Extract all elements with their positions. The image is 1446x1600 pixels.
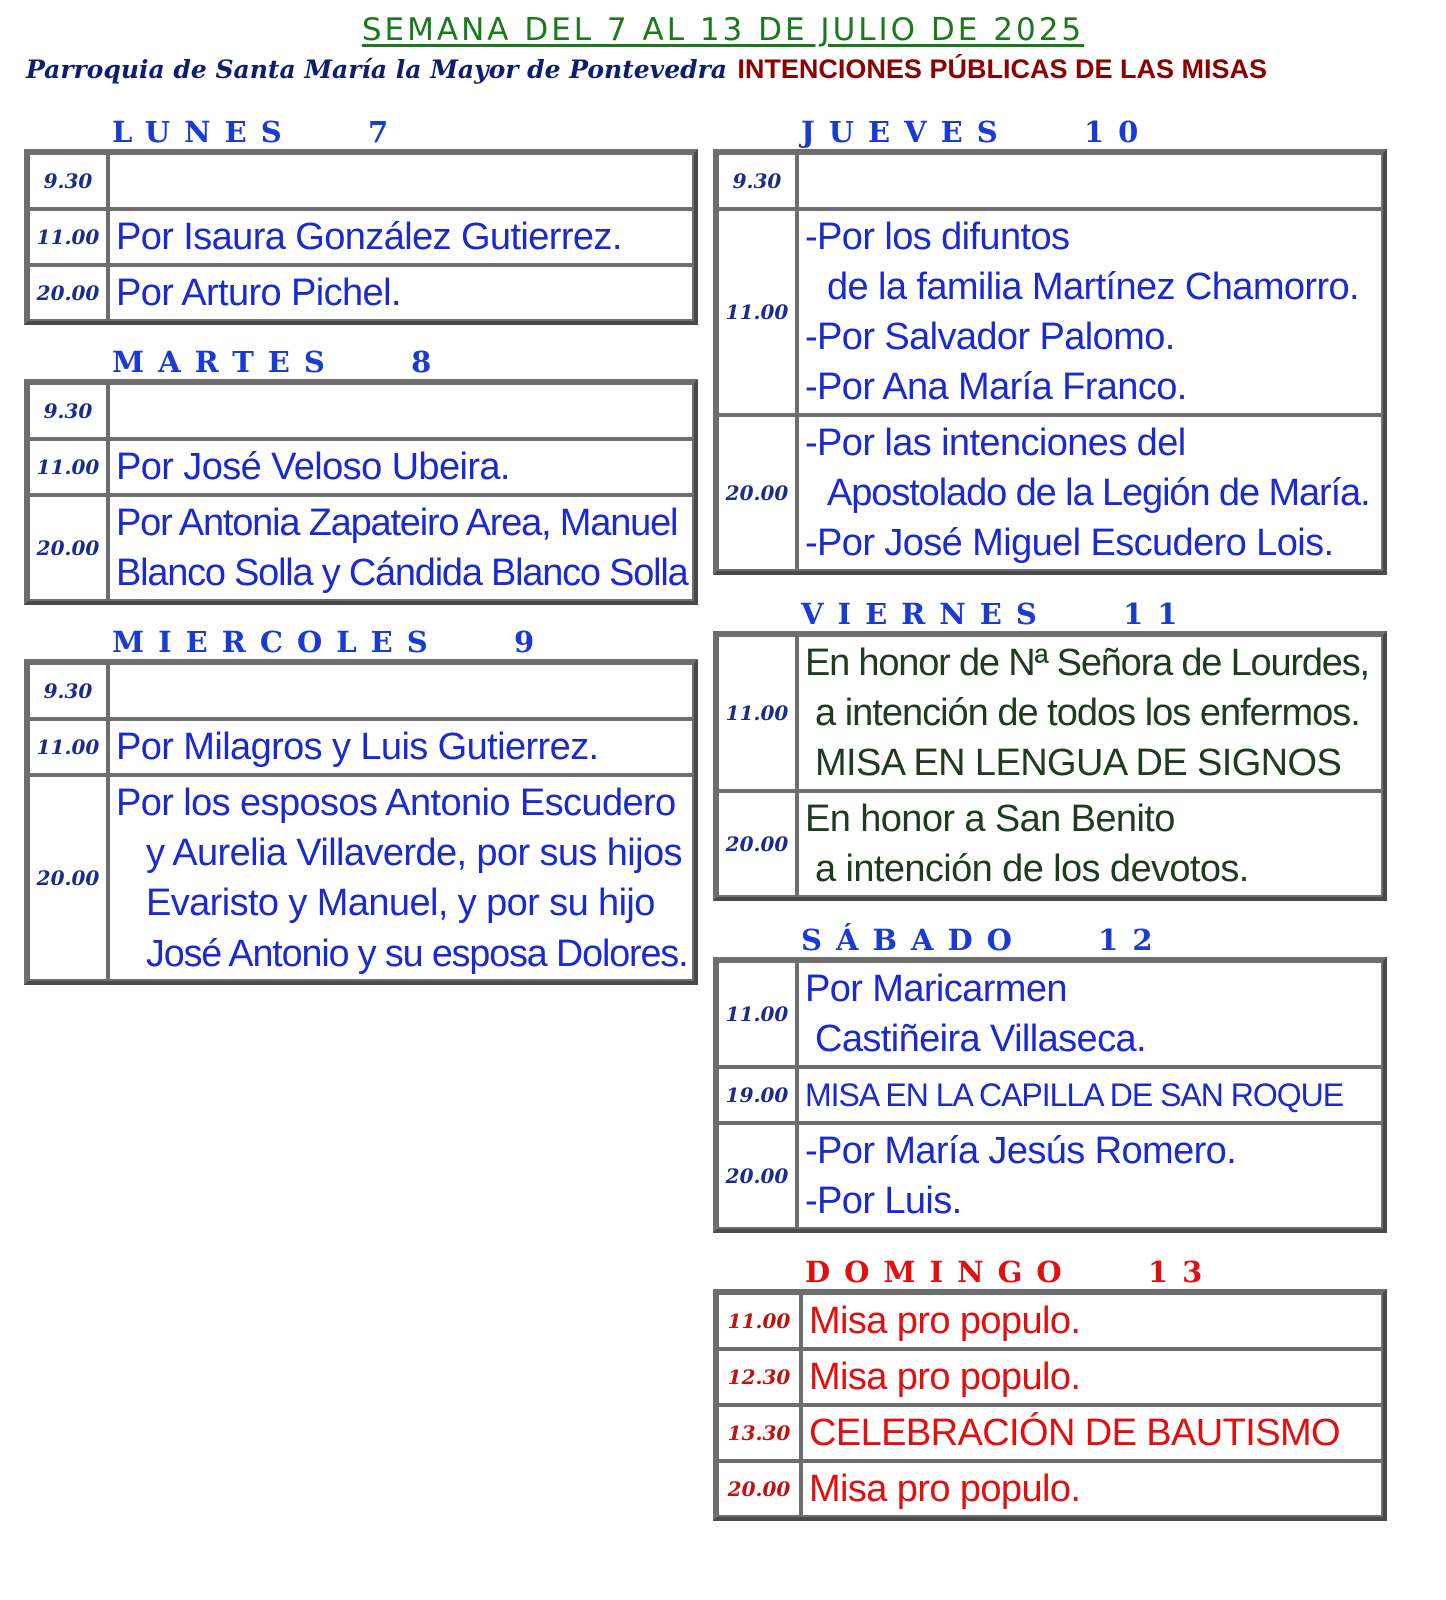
left-column	[24, 115, 698, 985]
mass-row	[28, 439, 694, 495]
intention-line: de la familia Martínez Chamorro.	[827, 266, 1360, 308]
mass-intention	[797, 961, 1383, 1067]
mass-row	[717, 1349, 1383, 1405]
mass-time: 20.00	[28, 265, 108, 321]
intention-line: a intención de todos los enfermos.	[815, 692, 1360, 734]
mass-time: 13.30	[717, 1405, 801, 1461]
intention-line: Apostolado de la Legión de María.	[827, 472, 1370, 514]
schedule-jueves	[713, 149, 1387, 575]
mass-time: 11.00	[717, 635, 797, 791]
schedule-domingo	[713, 1289, 1387, 1521]
schedule-martes	[24, 379, 698, 605]
parish-name: Parroquia de Santa María la Mayor de Pontevedra	[26, 55, 727, 84]
intention-line: a intención de los devotos.	[815, 848, 1249, 890]
intention-line: -Por las intenciones del	[805, 422, 1186, 464]
intention-line: CELEBRACIÓN DE BAUTISMO	[809, 1412, 1340, 1454]
mass-time: 11.00	[717, 961, 797, 1067]
day-label-domingo: DOMINGO 13	[805, 1255, 1217, 1289]
day-label-sabado: SÁBADO 12	[801, 923, 1167, 957]
intention-line: Por Antonia Zapateiro Area, Manuel	[116, 502, 678, 544]
mass-row	[717, 1405, 1383, 1461]
mass-row	[28, 383, 694, 439]
day-label-martes: MARTES 8	[112, 345, 446, 379]
mass-intention	[797, 1067, 1383, 1123]
intention-line: Castiñeira Villaseca.	[815, 1018, 1146, 1060]
schedule-sabado	[713, 957, 1387, 1233]
intention-line: -Por María Jesús Romero.	[805, 1130, 1237, 1172]
mass-time: 20.00	[28, 495, 108, 601]
mass-intention	[108, 775, 694, 981]
mass-time: 12.30	[717, 1349, 801, 1405]
mass-row	[717, 209, 1383, 415]
mass-intention	[797, 415, 1383, 571]
day-label-viernes: VIERNES 11	[801, 597, 1192, 631]
mass-row	[717, 1293, 1383, 1349]
mass-intention	[108, 265, 694, 321]
mass-row	[28, 209, 694, 265]
intention-line: Por los esposos Antonio Escudero	[116, 782, 676, 824]
intention-line: Evaristo y Manuel, y por su hijo	[146, 882, 655, 924]
mass-time: 11.00	[28, 209, 108, 265]
mass-time: 20.00	[717, 1123, 797, 1229]
day-label-jueves: JUEVES 10	[801, 115, 1153, 149]
intention-line: -Por Salvador Palomo.	[805, 316, 1175, 358]
week-title-text: SEMANA DEL 7 AL 13 DE JULIO DE 2025	[361, 12, 1085, 48]
mass-row	[717, 961, 1383, 1067]
mass-time: 9.30	[717, 153, 797, 209]
mass-intention	[108, 153, 694, 209]
mass-time: 20.00	[28, 775, 108, 981]
mass-intention	[801, 1293, 1383, 1349]
intention-line: Misa pro populo.	[809, 1300, 1081, 1342]
day-label-lunes: LUNES 7	[112, 115, 403, 149]
mass-row	[717, 153, 1383, 209]
mass-time: 20.00	[717, 1461, 801, 1517]
mass-row	[717, 1123, 1383, 1229]
mass-row	[717, 415, 1383, 571]
intention-line: -Por Luis.	[805, 1180, 962, 1222]
mass-intention	[797, 209, 1383, 415]
intention-line: Misa pro populo.	[809, 1356, 1081, 1398]
mass-intention	[108, 209, 694, 265]
intention-line: En honor de Nª Señora de Lourdes,	[805, 642, 1369, 684]
mass-intention	[797, 791, 1383, 897]
mass-intention	[797, 1123, 1383, 1229]
mass-intention	[797, 153, 1383, 209]
intention-line: MISA EN LA CAPILLA DE SAN ROQUE	[805, 1077, 1344, 1113]
mass-row	[717, 1067, 1383, 1123]
intention-line: Por Arturo Pichel.	[116, 272, 401, 314]
mass-time: 9.30	[28, 383, 108, 439]
intention-line: MISA EN LENGUA DE SIGNOS	[815, 742, 1342, 784]
mass-time: 19.00	[717, 1067, 797, 1123]
mass-intention	[108, 495, 694, 601]
intention-line: y Aurelia Villaverde, por sus hijos	[146, 832, 682, 874]
mass-intention	[108, 663, 694, 719]
mass-time: 11.00	[28, 719, 108, 775]
mass-intention	[108, 439, 694, 495]
mass-row	[28, 663, 694, 719]
intention-line: José Antonio y su esposa Dolores.	[146, 932, 688, 974]
subtitle-line	[26, 54, 1426, 85]
mass-time: 9.30	[28, 153, 108, 209]
schedule-lunes	[24, 149, 698, 325]
mass-time: 11.00	[717, 1293, 801, 1349]
mass-intention	[108, 383, 694, 439]
intention-line: En honor a San Benito	[805, 798, 1175, 840]
mass-row	[717, 1461, 1383, 1517]
mass-intention	[801, 1349, 1383, 1405]
intention-line: Por Isaura González Gutierrez.	[116, 216, 622, 258]
mass-time: 11.00	[717, 209, 797, 415]
intention-line: Por Maricarmen	[805, 968, 1067, 1010]
day-label-miercoles: MIERCOLES 9	[112, 625, 549, 659]
mass-row	[717, 791, 1383, 897]
intentions-title: INTENCIONES PÚBLICAS DE LAS MISAS	[737, 54, 1267, 84]
right-column	[713, 115, 1387, 1521]
mass-intention	[797, 635, 1383, 791]
intention-line: -Por los difuntos	[805, 216, 1070, 258]
mass-row	[28, 495, 694, 601]
mass-time: 20.00	[717, 415, 797, 571]
mass-time: 9.30	[28, 663, 108, 719]
intention-line: Por Milagros y Luis Gutierrez.	[116, 726, 599, 768]
schedule-miercoles	[24, 659, 698, 985]
week-title	[0, 12, 1446, 48]
mass-row	[28, 153, 694, 209]
mass-intention	[801, 1405, 1383, 1461]
intention-line: -Por José Miguel Escudero Lois.	[805, 522, 1334, 564]
mass-intention	[801, 1461, 1383, 1517]
mass-row	[717, 635, 1383, 791]
intention-line: Por José Veloso Ubeira.	[116, 446, 510, 488]
intention-line: -Por Ana María Franco.	[805, 366, 1187, 408]
mass-time: 11.00	[28, 439, 108, 495]
schedule-viernes	[713, 631, 1387, 901]
intention-line: Misa pro populo.	[809, 1468, 1081, 1510]
mass-time: 20.00	[717, 791, 797, 897]
mass-row	[28, 775, 694, 981]
mass-row	[28, 265, 694, 321]
mass-row	[28, 719, 694, 775]
intention-line: Blanco Solla y Cándida Blanco Solla	[116, 552, 688, 594]
mass-intention	[108, 719, 694, 775]
